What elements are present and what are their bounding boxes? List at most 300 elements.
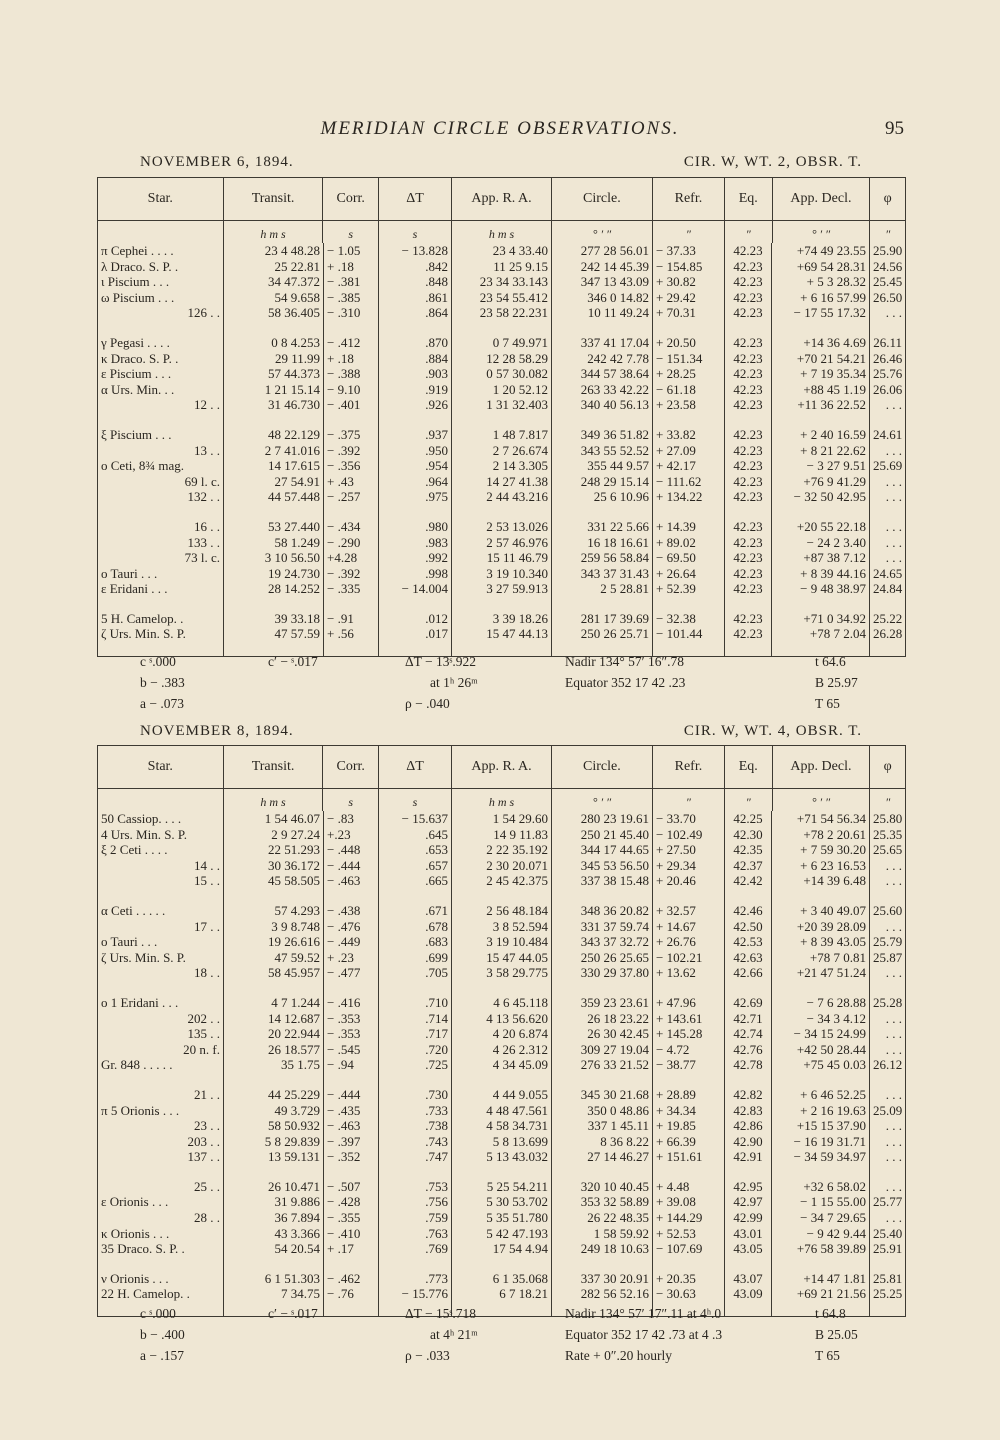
refraction: + 27.09 (653, 443, 725, 459)
apparent-ra: 17 54 4.94 (452, 1241, 552, 1257)
refraction: + 89.02 (653, 535, 725, 551)
const-equator: Equator 352 17 42 .73 at 4 .3 (565, 1327, 723, 1342)
apparent-declination: +20 39 28.09 (772, 919, 870, 935)
correction: − .385 (324, 290, 379, 306)
apparent-declination: +14 47 1.81 (772, 1271, 870, 1287)
spacer-cell (98, 413, 224, 427)
transit-time: 47 59.52 (224, 950, 324, 966)
const-c-prime: c′ − ˢ.017 (268, 654, 318, 669)
table-row (98, 1118, 905, 1134)
correction: − .412 (324, 335, 379, 351)
spacer-cell (725, 1165, 772, 1179)
const-thermometer: T 65 (815, 1348, 840, 1363)
equator-value: 42.23 (725, 566, 772, 582)
spacer-cell (552, 981, 653, 995)
correction: − .476 (324, 919, 379, 935)
apparent-ra: 15 47 44.05 (452, 950, 552, 966)
spacer-cell (653, 1257, 725, 1271)
correction: − .257 (324, 489, 379, 505)
table-row (98, 566, 905, 582)
unit-phi: ″ (885, 795, 891, 809)
phi-value: . . . (885, 1086, 902, 1102)
transit-time: 44 57.448 (224, 489, 324, 505)
star-name: ε Eridani . . . (98, 581, 224, 597)
spacer-cell (452, 1257, 552, 1271)
const-rate: Rate + 0″.20 hourly (565, 1348, 672, 1363)
refraction: − 38.77 (653, 1057, 725, 1073)
group-spacer (98, 1257, 905, 1271)
transit-time: 48 22.129 (224, 427, 324, 443)
phi-value: 26.11 (873, 334, 902, 350)
correction: − .477 (324, 965, 379, 981)
refraction: − 32.38 (653, 611, 725, 627)
spacer-cell (653, 413, 725, 427)
star-name: 69 l. c. (98, 474, 224, 490)
column-header-eq: Eq. (725, 746, 772, 788)
correction: − .310 (324, 305, 379, 321)
apparent-ra: 23 58 22.231 (452, 305, 552, 321)
table-row (98, 1134, 905, 1150)
spacer-cell (870, 597, 905, 611)
refraction: + 145.28 (653, 1026, 725, 1042)
delta-t: .992 (379, 550, 452, 566)
spacer-cell (98, 597, 224, 611)
star-name: 12 . . (98, 397, 224, 413)
table-row (98, 1226, 905, 1242)
const-a: a − .073 (140, 696, 184, 711)
equator-value: 42.50 (725, 919, 772, 935)
circle-reading: 350 0 48.86 (552, 1103, 653, 1119)
spacer-cell (772, 981, 870, 995)
table-row (98, 626, 905, 642)
star-name: ξ 2 Ceti . . . . (98, 842, 224, 858)
phi-value: . . . (885, 1178, 902, 1194)
circle-reading: 27 14 46.27 (552, 1149, 653, 1165)
correction: − .416 (324, 995, 379, 1011)
running-head (0, 116, 1000, 146)
equator-value: 42.23 (725, 243, 772, 259)
equator-value: 42.78 (725, 1057, 772, 1073)
star-name: 5 H. Camelop. . (98, 611, 224, 627)
delta-t: .919 (379, 382, 452, 398)
phi-value: . . . (885, 442, 902, 458)
apparent-ra: 4 6 45.118 (452, 995, 552, 1011)
circle-reading: 281 17 39.69 (552, 611, 653, 627)
constants-block (140, 1306, 870, 1366)
refraction: − 4.72 (653, 1042, 725, 1058)
circle-reading: 349 36 51.82 (552, 427, 653, 443)
circle-reading: 337 1 45.11 (552, 1118, 653, 1134)
transit-time: 3 9 8.748 (224, 919, 324, 935)
apparent-ra: 5 42 47.193 (452, 1226, 552, 1242)
star-name: λ Draco. S. P. . (98, 259, 224, 275)
phi-value: . . . (885, 857, 902, 873)
refraction: + 28.89 (653, 1087, 725, 1103)
phi-value: 25.77 (873, 1194, 903, 1210)
apparent-ra: 2 53 13.026 (452, 519, 552, 535)
delta-t: .738 (379, 1118, 452, 1134)
spacer-cell (552, 889, 653, 903)
table-row (98, 858, 905, 874)
apparent-ra: 1 31 32.403 (452, 397, 552, 413)
unit-app_ra: h m s (452, 789, 552, 811)
star-name: 133 . . (98, 535, 224, 551)
unit-transit: h m s (224, 789, 324, 811)
circle-reading: 2 5 28.81 (552, 581, 653, 597)
const-b: b − .383 (140, 675, 185, 690)
star-name: γ Pegasi . . . . (98, 335, 224, 351)
equator-value: 42.23 (725, 611, 772, 627)
delta-t: .705 (379, 965, 452, 981)
page-number: 95 (885, 118, 904, 139)
circle-reading: 1 58 59.92 (552, 1226, 653, 1242)
apparent-ra: 23 4 33.40 (452, 243, 552, 259)
star-name: π 5 Orionis . . . (98, 1103, 224, 1119)
correction: − .462 (324, 1271, 379, 1287)
equator-value: 42.69 (725, 995, 772, 1011)
phi-value: . . . (885, 534, 902, 550)
phi-value: 25.69 (873, 458, 903, 474)
delta-t: .753 (379, 1179, 452, 1195)
transit-time: 2 9 27.24 (224, 827, 324, 843)
apparent-declination: − 3 27 9.51 (772, 458, 870, 474)
circle-reading: 259 56 58.84 (552, 550, 653, 566)
apparent-declination: +42 50 28.44 (772, 1042, 870, 1058)
correction: − .392 (324, 443, 379, 459)
equator-value: 42.23 (725, 626, 772, 642)
equator-value: 42.53 (725, 934, 772, 950)
apparent-declination: +74 49 23.55 (772, 243, 870, 259)
circle-reading: 16 18 16.61 (552, 535, 653, 551)
star-name: o Tauri . . . (98, 934, 224, 950)
refraction: + 144.29 (653, 1210, 725, 1226)
delta-t: .773 (379, 1271, 452, 1287)
table-header (98, 746, 905, 789)
transit-time: 14 17.615 (224, 458, 324, 474)
delta-t: − 13.828 (379, 243, 452, 259)
refraction: + 47.96 (653, 995, 725, 1011)
section-date: NOVEMBER 8, 1894. (140, 723, 294, 739)
spacer-cell (870, 505, 905, 519)
apparent-ra: 2 56 48.184 (452, 903, 552, 919)
table-row (98, 259, 905, 275)
delta-t: .763 (379, 1226, 452, 1242)
equator-value: 42.23 (725, 489, 772, 505)
apparent-ra: 4 26 2.312 (452, 1042, 552, 1058)
correction: − .375 (324, 427, 379, 443)
circle-reading: 337 30 20.91 (552, 1271, 653, 1287)
spacer-cell (224, 889, 324, 903)
correction: − .434 (324, 519, 379, 535)
transit-time: 54 9.658 (224, 290, 324, 306)
table-row (98, 274, 905, 290)
column-header-app_ra: App. R. A. (452, 178, 552, 220)
column-header-refr: Refr. (653, 178, 725, 220)
spacer-cell (324, 505, 379, 519)
unit-app_ra: h m s (452, 221, 552, 243)
spacer-cell (324, 321, 379, 335)
apparent-declination: +71 0 34.92 (772, 611, 870, 627)
apparent-declination: − 1 15 55.00 (772, 1194, 870, 1210)
phi-value: 26.06 (873, 381, 903, 397)
apparent-declination: − 17 55 17.32 (772, 305, 870, 321)
refraction: + 14.39 (653, 519, 725, 535)
equator-value: 42.76 (725, 1042, 772, 1058)
spacer-cell (379, 1165, 452, 1179)
phi-value: 25.22 (873, 610, 903, 626)
spacer-cell (653, 1073, 725, 1087)
star-name: ε Orionis . . . (98, 1194, 224, 1210)
star-name: 13 . . (98, 443, 224, 459)
refraction: + 23.58 (653, 397, 725, 413)
star-name: 4 Urs. Min. S. P. (98, 827, 224, 843)
apparent-ra: 12 28 58.29 (452, 351, 552, 367)
phi-value: . . . (885, 397, 902, 413)
star-name: π Cephei . . . . (98, 243, 224, 259)
circle-reading: 343 37 31.43 (552, 566, 653, 582)
page-title: MERIDIAN CIRCLE OBSERVATIONS. (320, 118, 680, 139)
spacer-cell (725, 1257, 772, 1271)
apparent-declination: +76 9 41.29 (772, 474, 870, 490)
star-name: 137 . . (98, 1149, 224, 1165)
const-barometer: B 25.05 (815, 1327, 858, 1342)
table-row (98, 427, 905, 443)
correction: + .56 (324, 626, 379, 642)
table-row (98, 1271, 905, 1287)
unit-refr: ″ (653, 221, 725, 243)
spacer-cell (772, 505, 870, 519)
phi-value: . . . (885, 305, 902, 321)
apparent-declination: + 8 21 22.62 (772, 443, 870, 459)
apparent-ra: 4 13 56.620 (452, 1011, 552, 1027)
spacer-cell (98, 505, 224, 519)
transit-time: 58 50.932 (224, 1118, 324, 1134)
phi-value: . . . (885, 489, 902, 505)
unit-corr: s (323, 789, 378, 811)
column-header-dt: ΔT (379, 746, 452, 788)
circle-reading: 340 40 56.13 (552, 397, 653, 413)
equator-value: 42.23 (725, 519, 772, 535)
refraction: + 70.31 (653, 305, 725, 321)
spacer-cell (725, 505, 772, 519)
unit-corr: s (323, 221, 378, 243)
apparent-declination: − 7 6 28.88 (772, 995, 870, 1011)
equator-value: 42.23 (725, 427, 772, 443)
transit-time: 53 27.440 (224, 519, 324, 535)
delta-t: .998 (379, 566, 452, 582)
column-header-phi: φ (883, 191, 892, 206)
correction: − .507 (324, 1179, 379, 1195)
apparent-declination: + 3 40 49.07 (772, 903, 870, 919)
table-row (98, 366, 905, 382)
equator-value: 42.23 (725, 274, 772, 290)
delta-t: .725 (379, 1057, 452, 1073)
refraction: − 69.50 (653, 550, 725, 566)
apparent-declination: +75 45 0.03 (772, 1057, 870, 1073)
spacer-cell (324, 597, 379, 611)
correction: − .463 (324, 873, 379, 889)
transit-time: 0 8 4.253 (224, 335, 324, 351)
star-name: 14 . . (98, 858, 224, 874)
transit-time: 57 4.293 (224, 903, 324, 919)
delta-t: .714 (379, 1011, 452, 1027)
star-name: ν Orionis . . . (98, 1271, 224, 1287)
correction: − .444 (324, 1087, 379, 1103)
circle-reading: 10 11 49.24 (552, 305, 653, 321)
section-instrument: CIR. W, WT. 4, OBSR. T. (683, 723, 862, 739)
circle-reading: 345 30 21.68 (552, 1087, 653, 1103)
apparent-declination: − 16 19 31.71 (772, 1134, 870, 1150)
refraction: − 154.85 (653, 259, 725, 275)
const-delta-t-epoch: at 4ʰ 21ᵐ (430, 1327, 478, 1342)
transit-time: 3 10 56.50 (224, 550, 324, 566)
table-row (98, 903, 905, 919)
equator-value: 43.07 (725, 1271, 772, 1287)
equator-value: 42.46 (725, 903, 772, 919)
table-row (98, 827, 905, 843)
correction: − .449 (324, 934, 379, 950)
unit-circle: ° ′ ″ (552, 789, 653, 811)
delta-t: − 15.637 (379, 811, 452, 827)
refraction: − 61.18 (653, 382, 725, 398)
equator-value: 42.23 (725, 366, 772, 382)
phi-value: 24.84 (873, 581, 903, 597)
star-name: 28 . . (98, 1210, 224, 1226)
phi-value: . . . (885, 1118, 902, 1134)
delta-t: .950 (379, 443, 452, 459)
star-name: o Tauri . . . (98, 566, 224, 582)
phi-value: 25.90 (873, 243, 903, 258)
phi-value: . . . (885, 965, 902, 981)
apparent-ra: 15 11 46.79 (452, 550, 552, 566)
correction: + .18 (324, 351, 379, 367)
spacer-cell (224, 413, 324, 427)
apparent-declination: + 7 59 30.20 (772, 842, 870, 858)
apparent-ra: 4 48 47.561 (452, 1103, 552, 1119)
apparent-declination: − 32 50 42.95 (772, 489, 870, 505)
correction: − .353 (324, 1026, 379, 1042)
correction: − .381 (324, 274, 379, 290)
delta-t: .017 (379, 626, 452, 642)
apparent-ra: 6 1 35.068 (452, 1271, 552, 1287)
apparent-declination: − 9 48 38.97 (772, 581, 870, 597)
apparent-ra: 14 27 41.38 (452, 474, 552, 490)
phi-value: . . . (885, 873, 902, 889)
refraction: + 20.46 (653, 873, 725, 889)
refraction: − 151.34 (653, 351, 725, 367)
unit-transit: h m s (224, 221, 324, 243)
spacer-cell (324, 981, 379, 995)
correction: − .392 (324, 566, 379, 582)
star-name: 25 . . (98, 1179, 224, 1195)
apparent-ra: 3 19 10.484 (452, 934, 552, 950)
transit-time: 25 22.81 (224, 259, 324, 275)
phi-value: 26.50 (873, 289, 903, 305)
table-row (98, 995, 905, 1011)
spacer-cell (379, 413, 452, 427)
apparent-declination: + 5 3 28.32 (772, 274, 870, 290)
transit-time: 31 9.886 (224, 1194, 324, 1210)
table-row (98, 1057, 905, 1073)
const-c: c ˢ.000 (140, 654, 176, 669)
circle-reading: 8 36 8.22 (552, 1134, 653, 1150)
circle-reading: 25 6 10.96 (552, 489, 653, 505)
table-row (98, 1194, 905, 1210)
spacer-cell (324, 413, 379, 427)
apparent-ra: 5 25 54.211 (452, 1179, 552, 1195)
star-name: 202 . . (98, 1011, 224, 1027)
star-name: 126 . . (98, 305, 224, 321)
spacer-cell (552, 1165, 653, 1179)
spacer-cell (452, 889, 552, 903)
correction: + .23 (324, 950, 379, 966)
delta-t: .983 (379, 535, 452, 551)
refraction: + 20.50 (653, 335, 725, 351)
circle-reading: 26 22 48.35 (552, 1210, 653, 1226)
delta-t: .665 (379, 873, 452, 889)
correction: − .545 (324, 1042, 379, 1058)
transit-time: 43 3.366 (224, 1226, 324, 1242)
table-row (98, 1087, 905, 1103)
phi-value: 26.28 (873, 626, 903, 642)
delta-t: .747 (379, 1149, 452, 1165)
delta-t: .842 (379, 259, 452, 275)
delta-t: .964 (379, 474, 452, 490)
apparent-declination: − 9 42 9.44 (772, 1226, 870, 1242)
phi-value: . . . (885, 473, 902, 489)
column-header-transit: Transit. (224, 746, 324, 788)
spacer-cell (870, 1257, 905, 1271)
apparent-ra: 5 8 13.699 (452, 1134, 552, 1150)
units-row (98, 221, 905, 243)
apparent-declination: +15 15 37.90 (772, 1118, 870, 1134)
refraction: − 102.49 (653, 827, 725, 843)
delta-t: .671 (379, 903, 452, 919)
spacer-cell (552, 505, 653, 519)
equator-value: 42.23 (725, 351, 772, 367)
const-temperature: t 64.8 (815, 1306, 846, 1321)
spacer-cell (725, 1073, 772, 1087)
correction: − .428 (324, 1194, 379, 1210)
equator-value: 42.91 (725, 1149, 772, 1165)
unit-app_decl: ° ′ ″ (773, 789, 871, 811)
apparent-declination: + 6 23 16.53 (772, 858, 870, 874)
table-row (98, 611, 905, 627)
equator-value: 42.23 (725, 397, 772, 413)
spacer-cell (552, 1257, 653, 1271)
circle-reading: 282 56 52.16 (552, 1286, 653, 1302)
circle-reading: 280 23 19.61 (552, 811, 653, 827)
delta-t: .903 (379, 366, 452, 382)
circle-reading: 277 28 56.01 (552, 243, 653, 259)
spacer-cell (379, 321, 452, 335)
correction: − .401 (324, 397, 379, 413)
spacer-cell (324, 889, 379, 903)
refraction: + 151.61 (653, 1149, 725, 1165)
phi-value: 26.12 (873, 1057, 903, 1073)
spacer-cell (452, 1073, 552, 1087)
equator-value: 42.23 (725, 382, 772, 398)
const-rho: ρ − .040 (405, 696, 450, 711)
table-header (98, 178, 905, 221)
refraction: + 14.67 (653, 919, 725, 935)
transit-time: 54 20.54 (224, 1241, 324, 1257)
delta-t: .678 (379, 919, 452, 935)
refraction: + 29.42 (653, 290, 725, 306)
table-row (98, 443, 905, 459)
delta-t: .699 (379, 950, 452, 966)
phi-value: 25.60 (873, 902, 903, 918)
